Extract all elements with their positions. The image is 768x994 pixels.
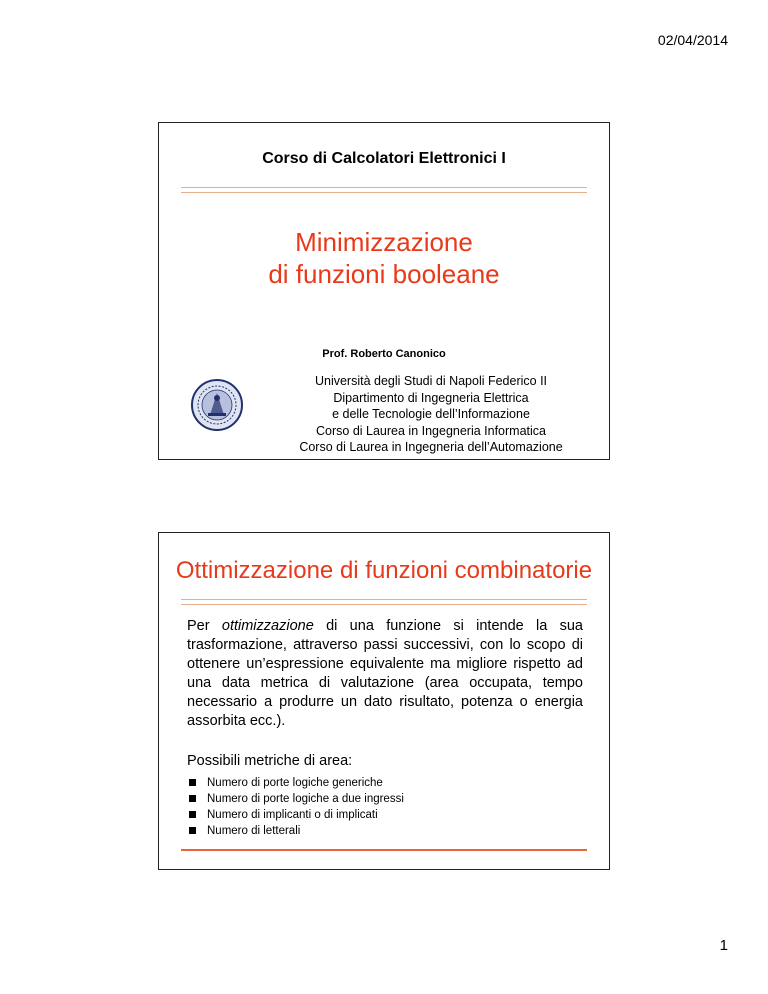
metrics-heading: Possibili metriche di area: <box>187 753 353 769</box>
para-text-end: di una funzione si intende la sua trasformazione, attraverso passi successivi, con lo scopo di ottenere un’espressione equivalente ma migliore rispetto ad una data metrica di valutazione (area occupata, tempo necessario a produrre un dato risultato, potenza o energia assorbita ecc.). <box>187 618 583 729</box>
page-date: 02/04/2014 <box>657 32 728 48</box>
affiliation-line: Corso di Laurea in Ingegneria dell’Automazione <box>299 440 563 454</box>
title-divider <box>181 187 587 193</box>
main-title-line-1: Minimizzazione <box>295 227 473 257</box>
professor-name: Prof. Roberto Canonico <box>322 348 446 360</box>
list-item-text: Numero di implicanti o di implicati <box>207 809 378 821</box>
page-number: 1 <box>719 937 728 954</box>
list-item <box>189 791 404 807</box>
para-emphasis: ottimizzazione <box>221 618 314 634</box>
affiliation-line: Corso di Laurea in Ingegneria Informatica <box>316 423 546 438</box>
main-title-line-2: di funzioni booleane <box>268 259 500 289</box>
bullet-square-icon <box>189 779 196 786</box>
slide-heading: Ottimizzazione di funzioni combinatorie <box>175 557 593 584</box>
footer-divider <box>181 849 587 851</box>
main-title <box>159 226 609 290</box>
list-item <box>189 807 404 823</box>
list-item <box>189 775 404 791</box>
slide-optimization <box>158 532 610 870</box>
heading-divider <box>181 599 587 605</box>
affiliation-line: Università degli Studi di Napoli Federico II <box>314 374 548 388</box>
metrics-list <box>189 775 404 839</box>
bullet-square-icon <box>189 827 196 834</box>
university-seal-icon <box>191 379 243 431</box>
list-item-text: Numero di porte logiche a due ingressi <box>207 793 404 805</box>
affiliation-line: Dipartimento di Ingegneria Elettrica <box>333 390 529 405</box>
para-text-start: Per <box>187 618 222 634</box>
list-item-text: Numero di porte logiche generiche <box>207 777 383 789</box>
course-title: Corso di Calcolatori Elettronici I <box>262 150 506 167</box>
list-item <box>189 823 404 839</box>
bullet-square-icon <box>189 795 196 802</box>
definition-paragraph <box>187 617 583 731</box>
affiliation-block <box>281 373 581 456</box>
slide-title <box>158 122 610 460</box>
list-item-text: Numero di letterali <box>207 825 301 837</box>
bullet-square-icon <box>189 811 196 818</box>
affiliation-line: e delle Tecnologie dell’Informazione <box>332 407 530 421</box>
